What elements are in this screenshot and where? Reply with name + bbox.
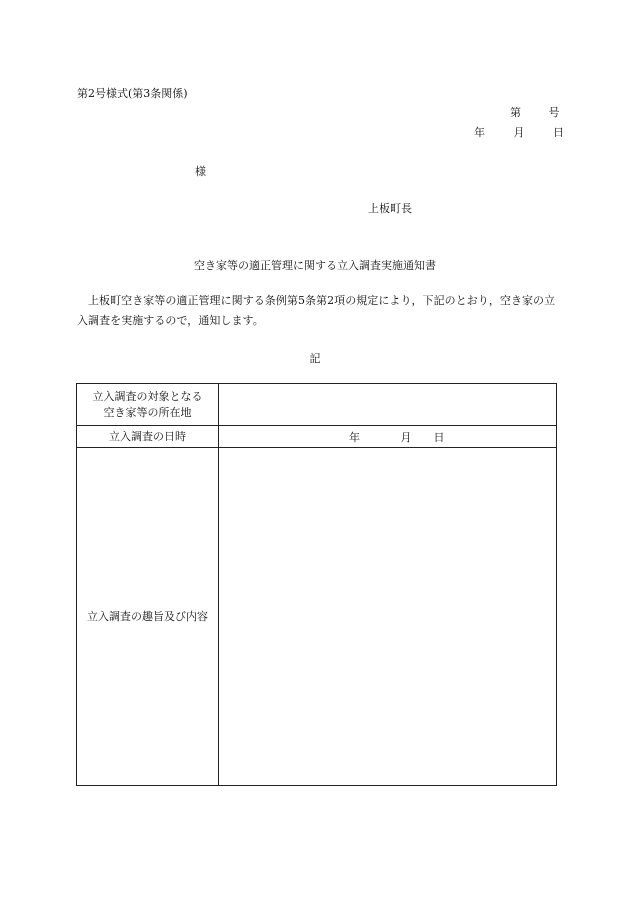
- issuer-name: 上板町長: [368, 202, 412, 215]
- purpose-label: 立入調査の趣旨及び内容: [77, 448, 219, 786]
- purpose-value-cell: [219, 448, 557, 786]
- table-row: [77, 426, 557, 448]
- number-prefix: 第: [510, 106, 521, 119]
- table-row: [77, 448, 557, 786]
- issue-day: 日: [553, 126, 564, 139]
- document-title: 空き家等の適正管理に関する立入調査実施通知書: [194, 259, 436, 272]
- location-value-cell: [219, 384, 557, 426]
- location-label-line2: 空き家等の所在地: [103, 405, 192, 419]
- table-row: [77, 384, 557, 426]
- body-text: 上板町空き家等の適正管理に関する条例第5条第2項の規定により，下記のとおり，空き家の立入調査を実施するので，通知します。: [77, 294, 556, 327]
- location-label: [77, 384, 219, 426]
- datetime-value-cell: [219, 426, 557, 448]
- form-number-label: 第2号様式(第3条関係): [77, 87, 188, 100]
- document-number-line: [510, 104, 560, 120]
- ki-heading: 記: [309, 352, 321, 365]
- issue-year: 年: [474, 126, 485, 139]
- number-suffix: 号: [548, 106, 560, 119]
- inspection-year: 年: [349, 430, 360, 444]
- datetime-label: 立入調査の日時: [77, 426, 219, 448]
- issue-date-line: [474, 124, 564, 140]
- location-label-line1: 立入調査の対象となる: [92, 389, 203, 403]
- inspection-month: 月: [400, 430, 412, 444]
- inspection-details-table: [76, 383, 557, 786]
- inspection-day: 日: [433, 430, 445, 444]
- addressee: 様: [195, 165, 206, 178]
- issue-month: 月: [513, 126, 525, 139]
